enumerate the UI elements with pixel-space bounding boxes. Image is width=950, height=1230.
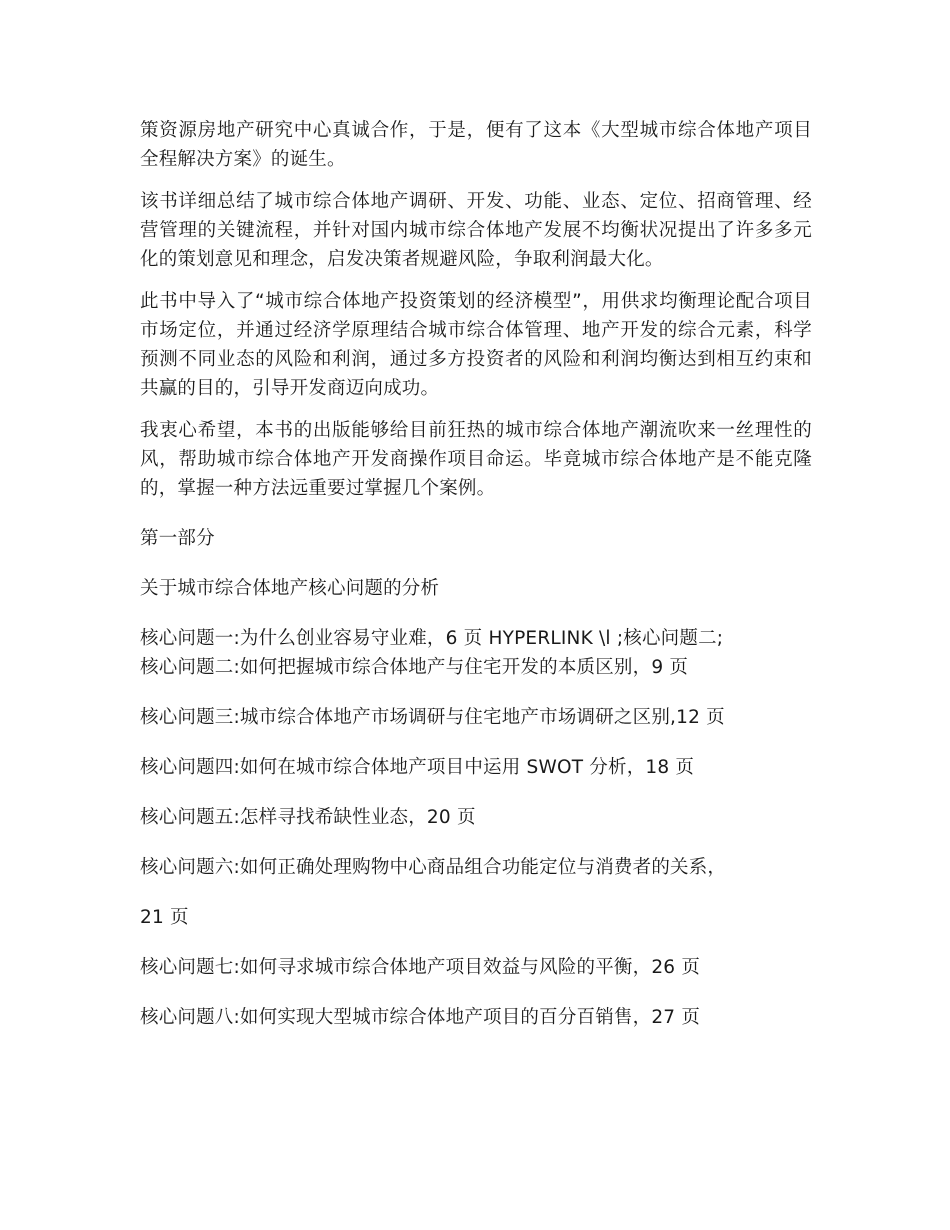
document-page (140, 116, 812, 1053)
toc-item-6[interactable]: 核心问题六:如何正确处理购物中心商品组合功能定位与消费者的关系， (140, 857, 727, 878)
toc-item-2[interactable]: 核心问题二:如何把握城市综合体地产与住宅开发的本质区别，9 页 (140, 657, 689, 678)
toc-item-8[interactable]: 核心问题八:如何实现大型城市综合体地产项目的百分百销售，27 页 (140, 1007, 701, 1028)
paragraph-hope: 我衷心希望，本书的出版能够给目前狂热的城市综合体地产潮流吹来一丝理性的风，帮助城市综合体地产开发商操作项目命运。毕竟城市综合体地产是不能克隆的，掌握一种方法远重要过掌握几个案例。 (140, 420, 812, 499)
paragraph-summary: 该书详细总结了城市综合体地产调研、开发、功能、业态、定位、招商管理、经营管理的关键流程，并针对国内城市综合体地产发展不均衡状况提出了许多多元化的策划意见和理念，启发决策者规避风险，争取利润最大化。 (140, 191, 812, 270)
toc-item-7[interactable]: 核心问题七:如何寻求城市综合体地产项目效益与风险的平衡，26 页 (140, 957, 701, 978)
toc-item-3[interactable]: 核心问题三:城市综合体地产市场调研与住宅地产市场调研之区别,12 页 (140, 707, 725, 728)
section-title: 关于城市综合体地产核心问题的分析 (140, 578, 440, 599)
paragraph-model: 此书中导入了“城市综合体地产投资策划的经济模型”，用供求均衡理论配合项目市场定位，并通过经济学原理结合城市综合体管理、地产开发的综合元素，科学预测不同业态的风险和利润，通过多方投资者的风险和利润均衡达到相互约束和共赢的目的，引导开发商迈向成功。 (140, 291, 812, 399)
toc-item-1[interactable]: 核心问题一:为什么创业容易守业难，6 页 HYPERLINK \l ;核心问题二; (140, 628, 724, 649)
paragraph-intro: 策资源房地产研究中心真诚合作，于是，便有了这本《大型城市综合体地产项目全程解决方案》的诞生。 (140, 120, 812, 170)
part-title: 第一部分 (140, 528, 215, 549)
toc-item-6-page: 21 页 (140, 907, 189, 928)
toc-item-4[interactable]: 核心问题四:如何在城市综合体地产项目中运用 SWOT 分析，18 页 (140, 757, 695, 778)
toc-item-5[interactable]: 核心问题五:怎样寻找希缺性业态，20 页 (140, 807, 476, 828)
